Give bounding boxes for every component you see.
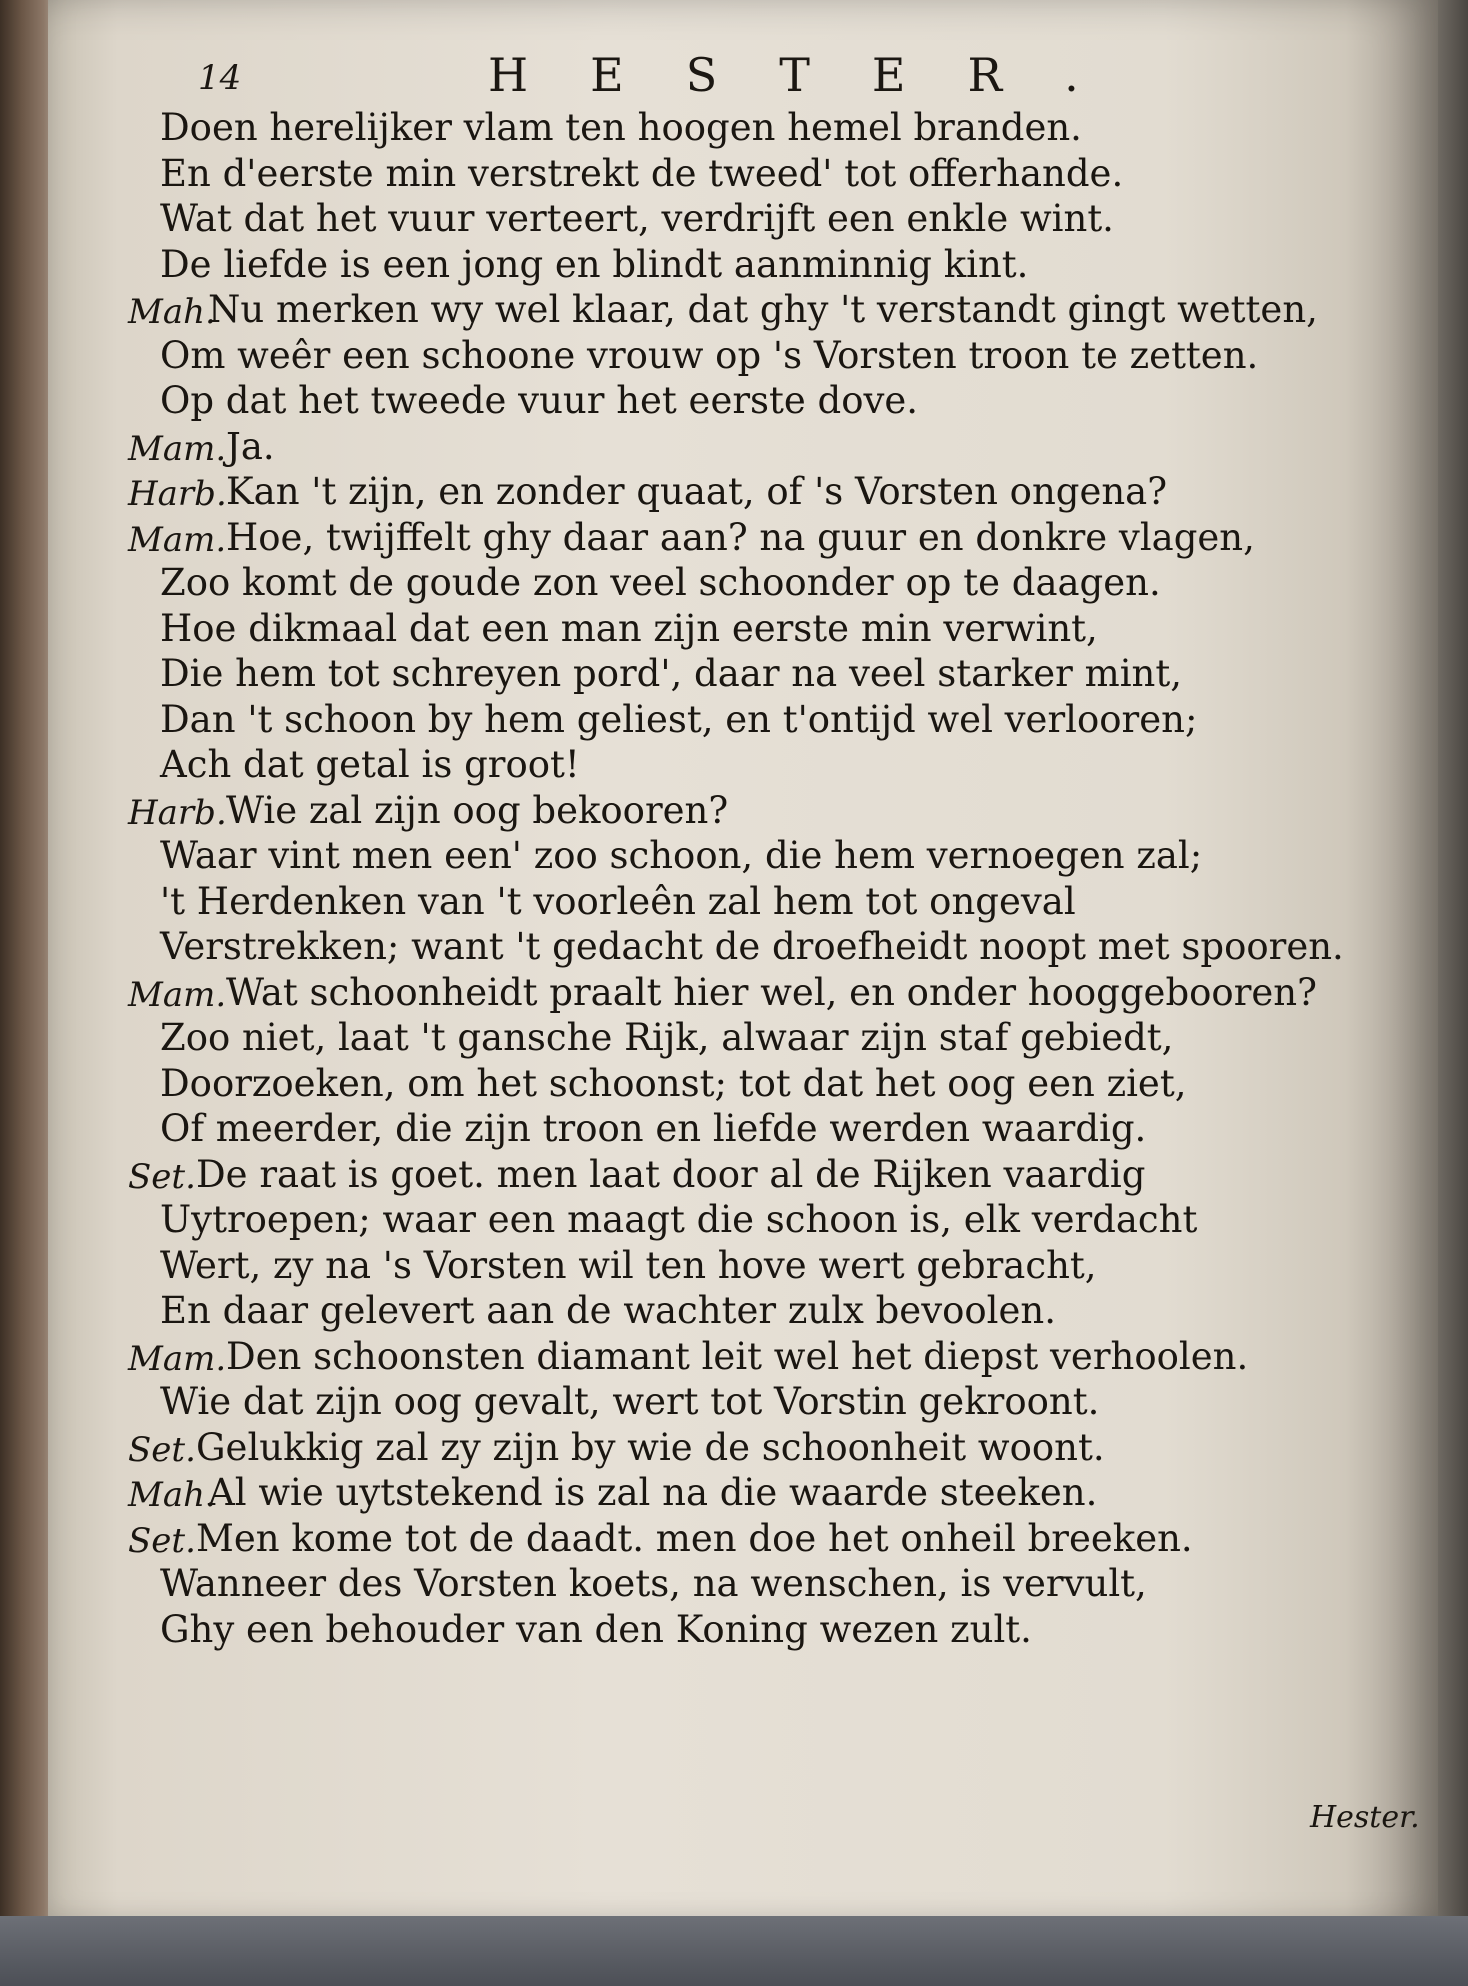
verse-line: Doen herelijker vlam ten hoogen hemel branden.	[160, 106, 1082, 149]
verse-line: 't Herdenken van 't voorleên zal hem tot ongeval	[160, 880, 1076, 923]
verse-line: Ghy een behouder van den Koning wezen zult.	[160, 1608, 1032, 1651]
speaker-label: Mam.	[128, 520, 227, 560]
right-gutter-shadow	[1438, 0, 1468, 1986]
catchword: Hester.	[1310, 1800, 1420, 1835]
speaker-label: Mah.	[128, 292, 216, 332]
verse-line: Hoe, twijffelt ghy daar aan? na guur en donkre vlagen,	[226, 516, 1255, 559]
speaker-label: Mam.	[128, 975, 227, 1015]
verse-line: Gelukkig zal zy zijn by wie de schoonheit woont.	[196, 1426, 1105, 1469]
verse-line: Kan 't zijn, en zonder quaat, of 's Vorsten ongena?	[226, 470, 1168, 513]
verse-line: Men kome tot de daadt. men doe het onheil breeken.	[196, 1517, 1193, 1560]
verse-line: De liefde is een jong en blindt aanminnig kint.	[160, 243, 1029, 286]
verse-line: Dan 't schoon by hem geliest, en t'ontijd wel verlooren;	[160, 698, 1198, 741]
verse-line: En d'eerste min verstrekt de tweed' tot offerhande.	[160, 152, 1124, 195]
verse-line: Wat schoonheidt praalt hier wel, en onder hooggebooren?	[226, 971, 1317, 1014]
verse-line: Wie dat zijn oog gevalt, wert tot Vorstin gekroont.	[160, 1380, 1100, 1423]
verse-line: Of meerder, die zijn troon en liefde werden waardig.	[160, 1107, 1147, 1150]
verse-line: Den schoonsten diamant leit wel het diepst verhoolen.	[226, 1335, 1249, 1378]
verse-line: Op dat het tweede vuur het eerste dove.	[160, 379, 919, 422]
verse-line: Nu merken wy wel klaar, dat ghy 't verstandt gingt wetten,	[208, 288, 1318, 331]
verse-line: Wanneer des Vorsten koets, na wenschen, is vervult,	[160, 1562, 1147, 1605]
speaker-label: Mam.	[128, 1339, 227, 1379]
verse-line: De raat is goet. men laat door al de Rijken vaardig	[196, 1153, 1146, 1196]
speaker-label: Set.	[128, 1430, 196, 1470]
verse-line: Hoe dikmaal dat een man zijn eerste min verwint,	[160, 607, 1098, 650]
speaker-label: Set.	[128, 1521, 196, 1561]
verse-line: Wert, zy na 's Vorsten wil ten hove wert gebracht,	[160, 1244, 1097, 1287]
verse-line: Uytroepen; waar een maagt die schoon is, elk verdacht	[160, 1198, 1198, 1241]
speaker-label: Set.	[128, 1157, 196, 1197]
speaker-label: Harb.	[128, 793, 227, 833]
verse-line: Wat dat het vuur verteert, verdrijft een enkle wint.	[160, 197, 1114, 240]
page-header	[198, 48, 1198, 108]
verse-line: Zoo komt de goude zon veel schoonder op te daagen.	[160, 561, 1161, 604]
verse-line: Om weêr een schoone vrouw op 's Vorsten troon te zetten.	[160, 334, 1259, 377]
verse-line: Doorzoeken, om het schoonst; tot dat het oog een ziet,	[160, 1062, 1187, 1105]
speaker-label: Harb.	[128, 474, 227, 514]
running-title: HESTER.	[488, 48, 1141, 102]
verse-line: Al wie uytstekend is zal na die waarde steeken.	[208, 1471, 1098, 1514]
verse-line: Die hem tot schreyen pord', daar na veel starker mint,	[160, 652, 1182, 695]
book-page	[48, 0, 1443, 1940]
page-number: 14	[198, 58, 242, 98]
verse-line: Zoo niet, laat 't gansche Rijk, alwaar zijn staf gebiedt,	[160, 1016, 1174, 1059]
speaker-label: Mam.	[128, 429, 227, 469]
verse-line: En daar gelevert aan de wachter zulx bevoolen.	[160, 1289, 1056, 1332]
speaker-label: Mah.	[128, 1475, 216, 1515]
book-cover-bottom	[0, 1916, 1468, 1986]
verse-line: Verstrekken; want 't gedacht de droefheidt noopt met spooren.	[160, 925, 1344, 968]
verse-line: Ja.	[226, 425, 275, 468]
verse-line: Waar vint men een' zoo schoon, die hem vernoegen zal;	[160, 834, 1203, 877]
verse-line: Ach dat getal is groot!	[160, 743, 580, 786]
verse-line: Wie zal zijn oog bekooren?	[226, 789, 729, 832]
